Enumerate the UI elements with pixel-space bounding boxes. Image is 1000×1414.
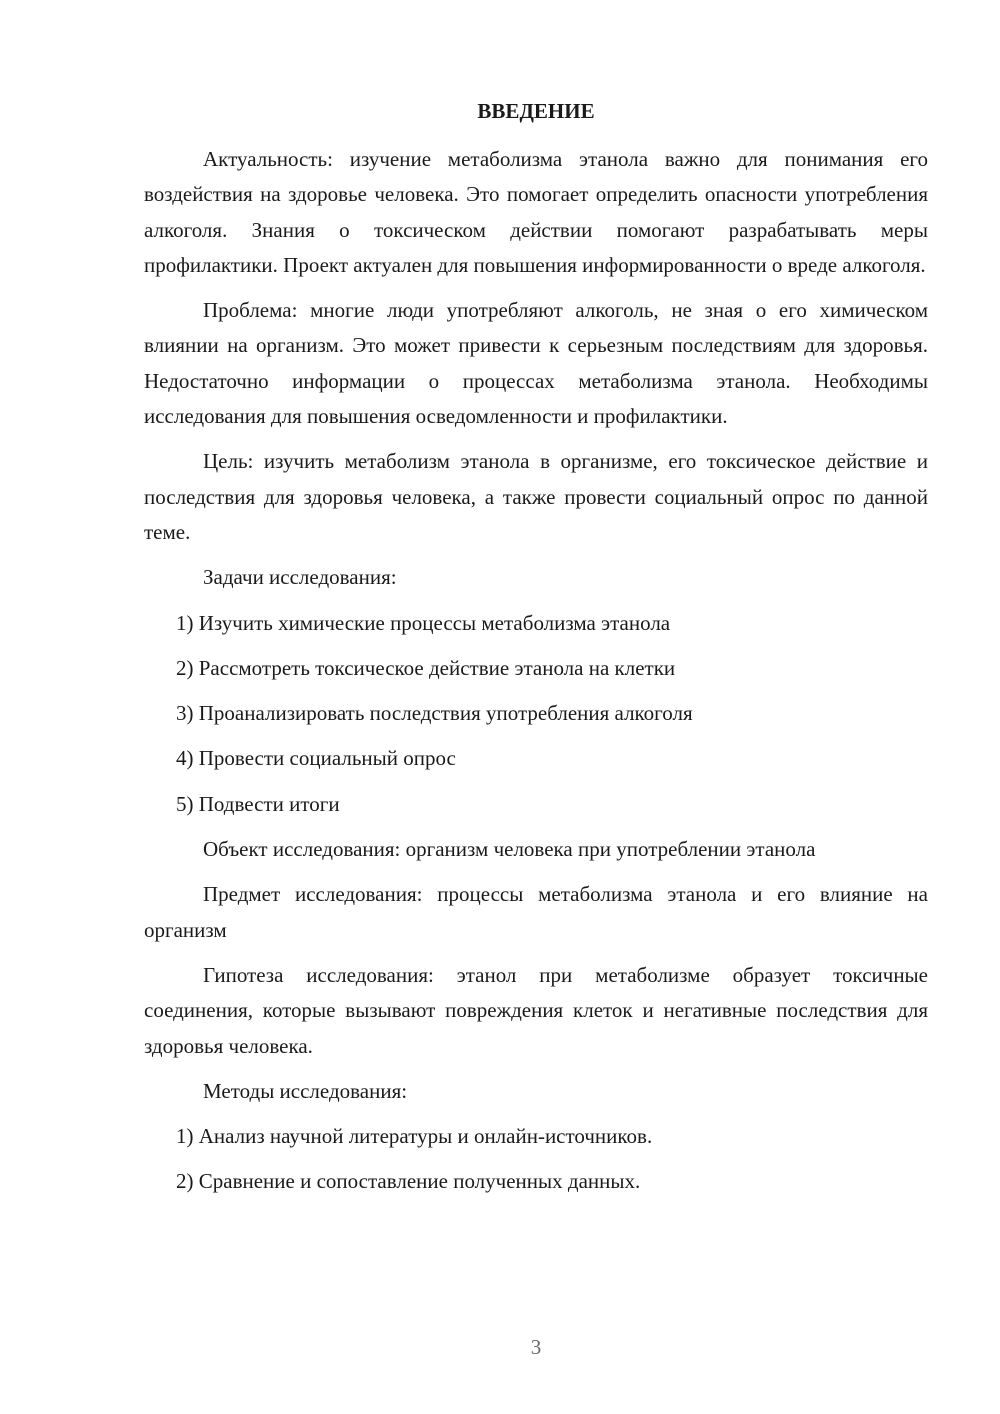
problem-paragraph: Проблема: многие люди употребляют алкоголь, не зная о его химическом влиянии на организм. Это может привести к серьезным последствиям для здоровья. Недостаточно информации о процессах метаболизма этанола. Необходимы исследования для повышения осведомленности и профилактики. <box>144 298 928 429</box>
subject-paragraph: Предмет исследования: процессы метаболизма этанола и его влияние на организм <box>144 882 928 942</box>
task-item: 1) Изучить химические процессы метаболизма этанола <box>176 610 671 635</box>
tasks-heading: Задачи исследования: <box>203 565 397 590</box>
relevance-paragraph: Актуальность: изучение метаболизма этанола важно для понимания его воздействия на здоровье человека. Это помогает определить опасности употребления алкоголя. Знания о токсическом действии помогают разрабатывать меры профилактики. Проект актуален для повышения информированности о вреде алкоголя. <box>144 147 928 277</box>
methods-heading: Методы исследования: <box>203 1078 408 1103</box>
task-item: 5) Подвести итоги <box>176 791 340 816</box>
document-body <box>144 142 928 1210</box>
method-item: 2) Сравнение и сопоставление полученных данных. <box>176 1169 641 1194</box>
object-paragraph: Объект исследования: организм человека при употреблении этанола <box>203 837 816 862</box>
task-item: 2) Рассмотреть токсическое действие этанола на клетки <box>176 655 676 680</box>
goal-paragraph: Цель: изучить метаболизм этанола в организме, его токсическое действие и последствия для здоровья человека, а также провести социальный опрос по данной теме. <box>144 449 928 544</box>
page-title: ВВЕДЕНИЕ <box>477 99 595 123</box>
method-item: 1) Анализ научной литературы и онлайн-источников. <box>176 1124 653 1149</box>
page-number: 3 <box>530 1335 542 1359</box>
task-item: 4) Провести социальный опрос <box>176 746 456 771</box>
hypothesis-paragraph: Гипотеза исследования: этанол при метаболизме образует токсичные соединения, которые вызывают повреждения клеток и негативные последствия для здоровья человека. <box>144 962 928 1058</box>
task-item: 3) Проанализировать последствия употребления алкоголя <box>176 701 693 726</box>
